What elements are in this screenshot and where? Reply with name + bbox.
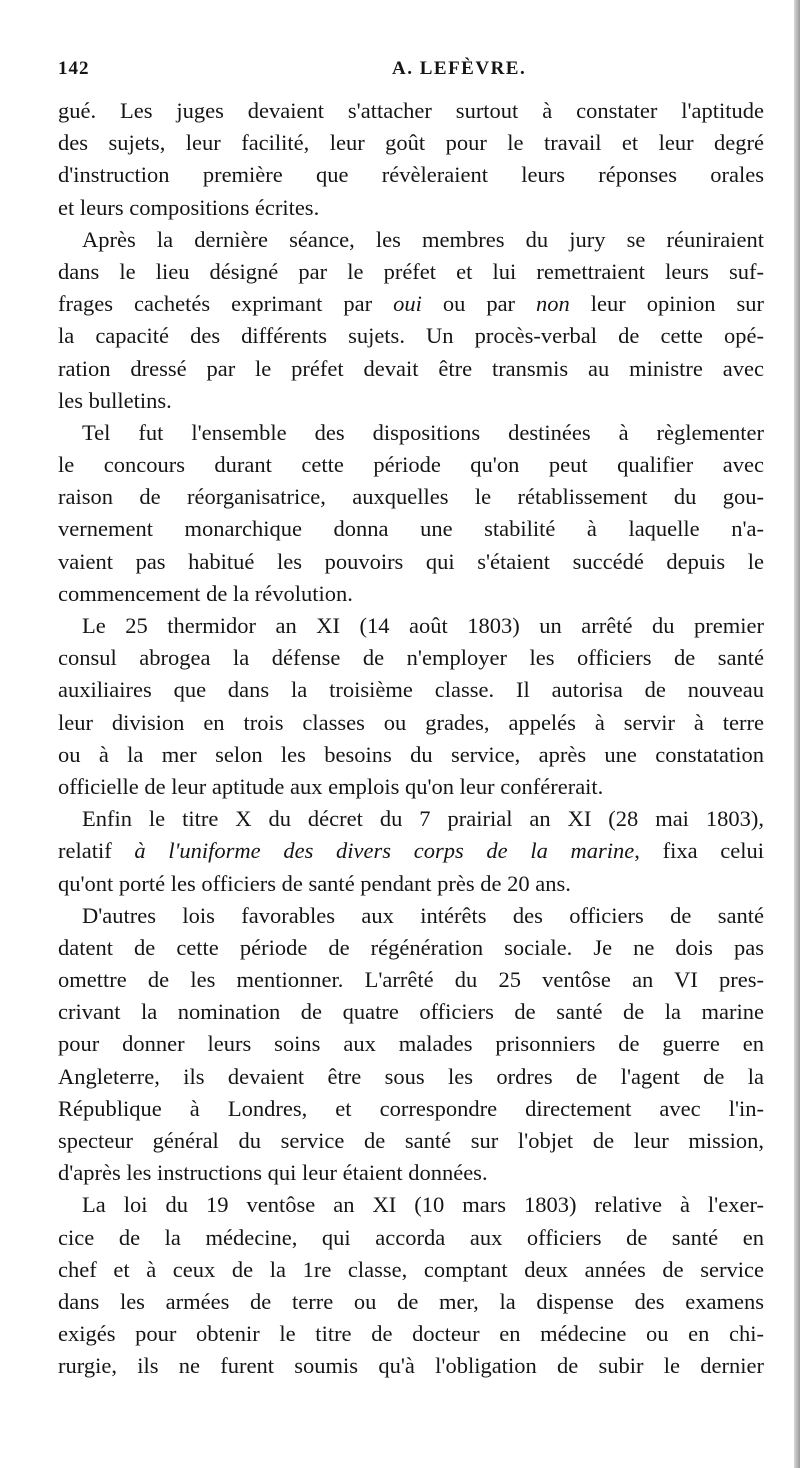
text-line: auxiliaires que dans la troisième classe. Il autorisa de nouveau xyxy=(58,677,764,703)
text-line: République à Londres, et correspondre directement avec l'in- xyxy=(58,1095,764,1121)
text-line: D'autres lois favorables aux intérêts des officiers de santé xyxy=(82,902,764,928)
text-line: exigés pour obtenir le titre de docteur en médecine ou en chi- xyxy=(58,1321,764,1347)
page-edge-shadow xyxy=(794,0,800,1468)
text-line: le concours durant cette période qu'on peut qualifier avec xyxy=(58,452,764,478)
text-line: vaient pas habitué les pouvoirs qui s'étaient succédé depuis le xyxy=(58,548,764,574)
text-line: et leurs compositions écrites. xyxy=(58,194,320,220)
text-line: rurgie, ils ne furent soumis qu'à l'obligation de subir le dernier xyxy=(58,1353,764,1379)
text-line: Enfin le titre X du décret du 7 prairial an XI (28 mai 1803), xyxy=(82,806,764,832)
text-line: vernement monarchique donna une stabilité à laquelle n'a- xyxy=(58,516,764,542)
text-line: Angleterre, ils devaient être sous les ordres de l'agent de la xyxy=(58,1063,764,1089)
text-line: La loi du 19 ventôse an XI (10 mars 1803) relative à l'exer- xyxy=(82,1192,764,1218)
text-line: leur division en trois classes ou grades, appelés à servir à terre xyxy=(58,709,764,735)
text-line: Tel fut l'ensemble des dispositions destinées à règlementer xyxy=(82,419,764,445)
text-line: datent de cette période de régénération sociale. Je ne dois pas xyxy=(58,934,764,960)
text-line: chef et à ceux de la 1re classe, comptant deux années de service xyxy=(58,1256,764,1282)
text-line: specteur général du service de santé sur l'objet de leur mission, xyxy=(58,1128,764,1153)
text-line: pour donner leurs soins aux malades prisonniers de guerre en xyxy=(58,1031,764,1057)
text-line: gué. Les juges devaient s'attacher surtout à constater l'aptitude xyxy=(58,98,764,123)
text-line: consul abrogea la défense de n'employer les officiers de santé xyxy=(58,645,764,671)
text-line: des sujets, leur facilité, leur goût pour le travail et leur degré xyxy=(58,130,764,156)
text-line: cice de la médecine, qui accorda aux officiers de santé en xyxy=(58,1224,764,1250)
text-line: les bulletins. xyxy=(58,387,172,413)
text-line: ration dressé par le préfet devait être transmis au ministre avec xyxy=(58,355,764,381)
page-header xyxy=(58,56,764,86)
body-text xyxy=(58,95,764,1383)
text-line: d'instruction première que révèleraient leurs réponses orales xyxy=(58,162,764,188)
text-line: relatif à l'uniforme des divers corps de la marine, fixa celui xyxy=(58,838,764,864)
text-line: Après la dernière séance, les membres du jury se réuniraient xyxy=(82,226,764,252)
text-line: crivant la nomination de quatre officiers de santé de la marine xyxy=(58,999,764,1025)
text-line: qu'ont porté les officiers de santé pendant près de 20 ans. xyxy=(58,870,571,896)
text-line: frages cachetés exprimant par oui ou par non leur opinion sur xyxy=(58,291,764,317)
text-line: dans le lieu désigné par le préfet et lui remettraient leurs suf- xyxy=(58,258,764,284)
page-number: 142 xyxy=(58,58,90,79)
text-line: commencement de la révolution. xyxy=(58,580,353,606)
running-head: A. LEFÈVRE. xyxy=(392,58,527,79)
text-line: officielle de leur aptitude aux emplois qu'on leur conférerait. xyxy=(58,773,604,799)
text-line: d'après les instructions qui leur étaient données. xyxy=(58,1160,488,1186)
text-line: dans les armées de terre ou de mer, la dispense des examens xyxy=(58,1288,764,1314)
text-line: ou à la mer selon les besoins du service, après une constatation xyxy=(58,741,764,767)
text-line: Le 25 thermidor an XI (14 août 1803) un arrêté du premier xyxy=(82,613,764,638)
text-line: la capacité des différents sujets. Un procès-verbal de cette opé- xyxy=(58,323,764,349)
text-line: raison de réorganisatrice, auxquelles le rétablissement du gou- xyxy=(58,484,764,510)
text-line: omettre de les mentionner. L'arrêté du 25 ventôse an VI pres- xyxy=(58,967,764,993)
